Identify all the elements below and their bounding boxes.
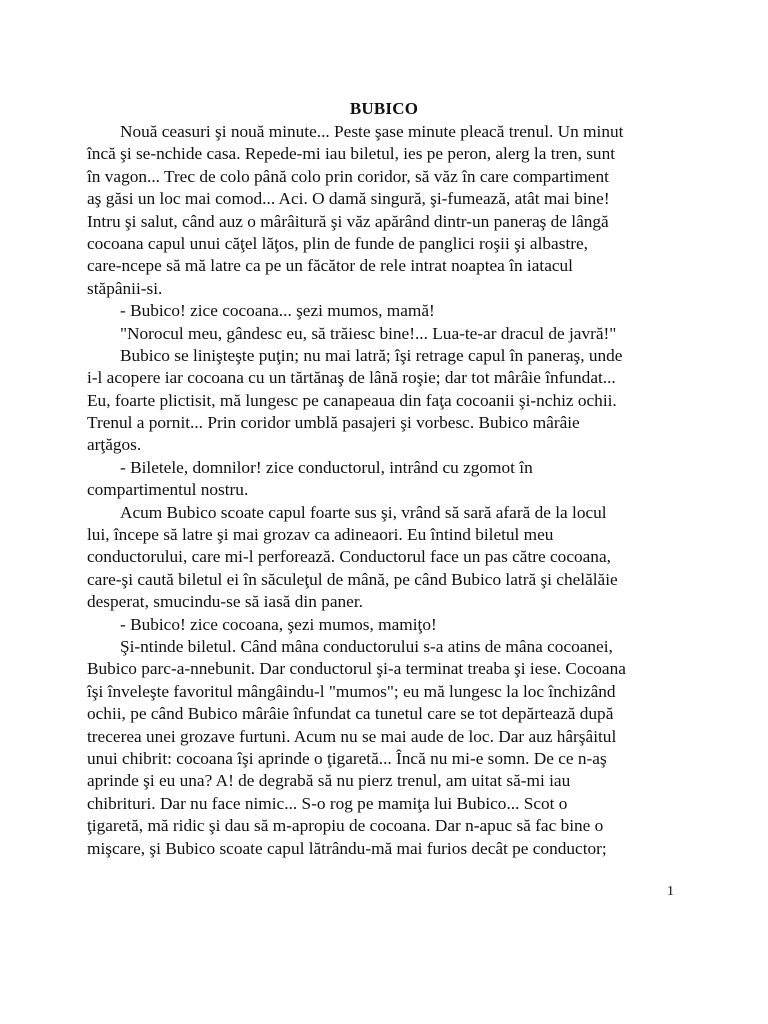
document-body	[87, 121, 677, 860]
text-line: Intru şi salut, când auz o mârâitură şi văz apărând dintr-un paneraş de lângă	[87, 211, 609, 231]
text-line: Trenul a pornit... Prin coridor umblă pasajeri şi vorbesc. Bubico mârâie	[87, 413, 580, 433]
text-line: Şi-ntinde biletul. Când mâna conductorului s-a atins de mâna cocoanei,	[120, 636, 613, 656]
text-line: ţigaretă, mă ridic şi dau să m-apropiu de cocoana. Dar n-apuc să fac bine o	[87, 816, 604, 836]
text-line: aprinde şi eu una? A! de degrabă să nu pierz trenul, am uitat să-mi iau	[87, 771, 571, 791]
text-line: Eu, foarte plictisit, mă lungesc pe canapeaua din faţa cocoanii şi-nchiz ochii.	[87, 390, 617, 410]
text-line: care-şi caută biletul ei în săculeţul de mână, pe când Bubico latră şi chelălăie	[87, 569, 618, 589]
text-line: - Biletele, domnilor! zice conductorul, intrând cu zgomot în	[120, 457, 533, 477]
text-line: Bubico parc-a-nnebunit. Dar conductorul şi-a terminat treaba şi iese. Cocoana	[87, 659, 626, 679]
text-line: îşi înveleşte favoritul mângâindu-l "mumos"; eu mă lungesc la loc închizând	[87, 681, 616, 701]
text-line: în vagon... Trec de colo până colo prin coridor, să văz în care compartiment	[87, 166, 609, 186]
text-line: aş găsi un loc mai comod... Aci. O damă singură, şi-fumează, atât mai bine!	[87, 189, 610, 209]
text-line: încă şi se-nchide casa. Repede-mi iau biletul, ies pe peron, alerg la tren, sunt	[87, 144, 616, 164]
text-line: i-l acopere iar cocoana cu un tărtănaş de lână roşie; dar tot mârâie înfundat...	[87, 368, 616, 388]
text-line: Nouă ceasuri şi nouă minute... Peste şase minute pleacă trenul. Un minut	[120, 122, 624, 141]
document-title: BUBICO	[349, 99, 419, 118]
text-line: desperat, smucindu-se să iasă din paner.	[87, 592, 363, 612]
page-number: 1	[667, 884, 674, 899]
text-line: mişcare, şi Bubico scoate capul lătrându-mă mai furios decât pe conductor;	[87, 838, 607, 858]
text-line: chibrituri. Dar nu face nimic... S-o rog pe mamiţa lui Bubico... Scot o	[87, 793, 568, 813]
text-line: unui chibrit: cocoana îşi aprinde o ţigaretă... Încă nu mi-e somn. De ce n-aş	[87, 748, 607, 768]
text-line: compartimentul nostru.	[87, 480, 249, 500]
text-line: care-ncepe să mă latre ca pe un făcător de rele intrat noaptea în iatacul	[87, 256, 573, 276]
text-line: - Bubico! zice cocoana, şezi mumos, mamiţo!	[120, 614, 437, 634]
text-line: trecerea unei grozave furtuni. Acum nu se mai aude de loc. Dar auz hârşâitul	[87, 726, 617, 746]
text-line: cocoana capul unui căţel lăţos, plin de funde de panglici roşii şi albastre,	[87, 233, 588, 253]
text-line: conductorului, care mi-l perforează. Conductorul face un pas către cocoana,	[87, 547, 611, 567]
text-line: "Norocul meu, gândesc eu, să trăiesc bine!... Lua-te-ar dracul de javră!"	[120, 323, 617, 343]
text-line: Acum Bubico scoate capul foarte sus şi, vrând să sară afară de la locul	[120, 502, 607, 522]
text-line: - Bubico! zice cocoana... şezi mumos, mamă!	[120, 301, 435, 321]
text-line: lui, începe să latre şi mai grozav ca adineaori. Eu întind biletul meu	[87, 525, 554, 545]
text-line: arţăgos.	[87, 435, 142, 455]
text-line: ochii, pe când Bubico mârâie înfundat ca tunetul care se tot depărtează după	[87, 704, 614, 724]
text-line: Bubico se linişteşte puţin; nu mai latră; îşi retrage capul în paneraş, unde	[120, 345, 623, 365]
text-line: stăpânii-si.	[87, 278, 163, 298]
